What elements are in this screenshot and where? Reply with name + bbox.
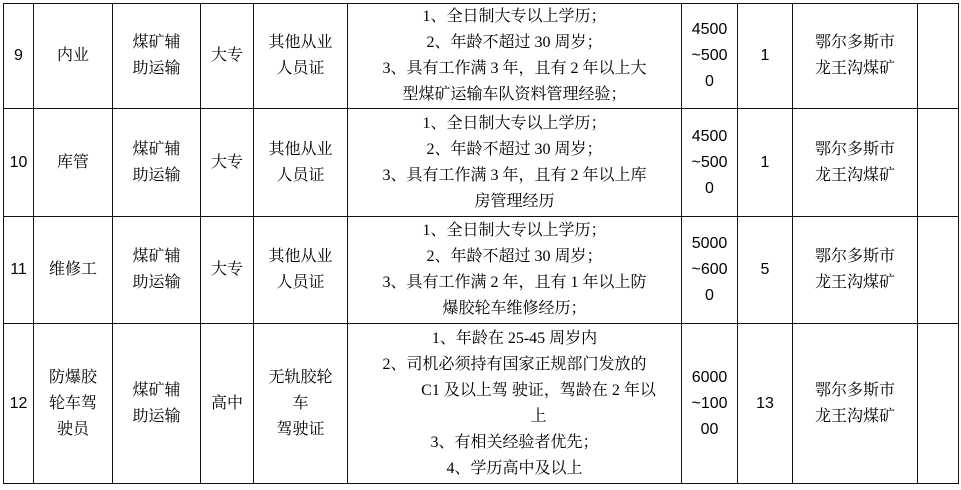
certificate-line: 无轨胶轮 xyxy=(268,368,333,386)
certificate-line: 人员证 xyxy=(276,166,325,184)
salary-line: 5000 xyxy=(691,235,728,252)
headcount-text: 1 xyxy=(760,153,770,171)
cell-certificate xyxy=(254,109,348,217)
department-line: 煤矿辅 xyxy=(132,34,181,51)
cell-location xyxy=(793,324,918,484)
department-line: 助运输 xyxy=(132,274,181,291)
requirement-line: 2、年龄不超过 30 周岁； xyxy=(426,140,603,158)
certificate-line: 人员证 xyxy=(276,274,325,291)
cell-row-number xyxy=(4,109,34,217)
position-line: 维修工 xyxy=(48,261,97,278)
cell-requirements xyxy=(348,324,682,484)
requirement-line: 2、司机必须持有国家正规部门发放的 xyxy=(382,355,647,373)
headcount-text: 13 xyxy=(756,394,774,412)
cell-education xyxy=(201,217,254,324)
department-line: 助运输 xyxy=(132,60,181,77)
location-line: 龙王沟煤矿 xyxy=(814,407,895,425)
cell-salary xyxy=(682,217,738,324)
education-text: 高中 xyxy=(210,394,243,412)
salary-line: 4500 xyxy=(691,127,728,145)
position-line: 内业 xyxy=(56,47,89,64)
cell-headcount xyxy=(738,4,793,109)
table-row xyxy=(4,324,959,484)
position-line: 驶员 xyxy=(56,420,89,438)
requirement-line: 3、具有工作满 3 年，且有 2 年以上库 xyxy=(382,166,647,184)
department-line: 助运输 xyxy=(132,166,181,184)
position-line: 轮车驾 xyxy=(48,394,97,412)
certificate-line: 人员证 xyxy=(276,60,325,77)
cell-note xyxy=(918,4,959,109)
salary-line: ~100 xyxy=(691,394,728,412)
education-text: 大专 xyxy=(210,261,243,278)
salary-line: ~600 xyxy=(691,261,728,278)
headcount-text: 5 xyxy=(760,261,770,278)
location-line: 鄂尔多斯市 xyxy=(814,381,895,399)
table-row xyxy=(4,4,959,109)
education-text: 大专 xyxy=(210,47,243,64)
cell-position xyxy=(34,109,113,217)
department-line: 煤矿辅 xyxy=(132,248,181,265)
table-row xyxy=(4,217,959,324)
row-number-text: 11 xyxy=(10,261,27,278)
cell-location xyxy=(793,217,918,324)
location-line: 鄂尔多斯市 xyxy=(814,140,895,158)
requirement-line: 房管理经历 xyxy=(474,192,555,210)
location-line: 鄂尔多斯市 xyxy=(814,248,895,265)
salary-line: ~500 xyxy=(691,47,728,64)
certificate-line: 其他从业 xyxy=(268,140,333,158)
cell-headcount xyxy=(738,217,793,324)
cell-certificate xyxy=(254,217,348,324)
salary-line: 0 xyxy=(705,287,714,304)
cell-department xyxy=(113,109,201,217)
requirement-line: 2、年龄不超过 30 周岁； xyxy=(426,34,603,51)
cell-position xyxy=(34,324,113,484)
cell-salary xyxy=(682,324,738,484)
row-number-text: 10 xyxy=(9,153,28,171)
salary-line: ~500 xyxy=(691,153,728,171)
requirement-line: 1、全日制大专以上学历； xyxy=(422,114,607,132)
cell-certificate xyxy=(254,4,348,109)
requirement-line: 1、全日制大专以上学历； xyxy=(422,8,607,25)
certificate-line: 其他从业 xyxy=(268,34,333,51)
requirement-line: C1 及以上驾 驶证，驾龄在 2 年以 xyxy=(373,381,656,399)
position-line: 库管 xyxy=(56,153,89,171)
row-number-text: 9 xyxy=(14,47,23,64)
location-line: 龙王沟煤矿 xyxy=(814,274,895,291)
cell-education xyxy=(201,4,254,109)
location-line: 鄂尔多斯市 xyxy=(814,34,895,51)
cell-certificate xyxy=(254,324,348,484)
recruitment-table xyxy=(3,3,959,484)
cell-requirements xyxy=(348,109,682,217)
certificate-line: 驾驶证 xyxy=(276,420,325,438)
cell-note xyxy=(918,324,959,484)
cell-row-number xyxy=(4,4,34,109)
table-row xyxy=(4,109,959,217)
location-line: 龙王沟煤矿 xyxy=(814,166,895,184)
cell-department xyxy=(113,217,201,324)
cell-department xyxy=(113,4,201,109)
cell-requirements xyxy=(348,217,682,324)
salary-line: 6000 xyxy=(691,368,728,386)
position-line: 防爆胶 xyxy=(48,368,97,386)
certificate-line: 车 xyxy=(292,394,309,412)
requirement-line: 3、有相关经验者优先； xyxy=(430,433,599,451)
cell-headcount xyxy=(738,109,793,217)
cell-education xyxy=(201,324,254,484)
cell-row-number xyxy=(4,217,34,324)
cell-note xyxy=(918,109,959,217)
department-line: 助运输 xyxy=(132,407,181,425)
location-line: 龙王沟煤矿 xyxy=(814,60,895,77)
cell-requirements xyxy=(348,4,682,109)
cell-location xyxy=(793,4,918,109)
salary-line: 0 xyxy=(705,179,714,197)
cell-education xyxy=(201,109,254,217)
requirement-line: 1、年龄在 25-45 周岁内 xyxy=(431,329,598,347)
certificate-line: 其他从业 xyxy=(268,248,333,265)
salary-line: 00 xyxy=(700,420,719,438)
salary-line: 0 xyxy=(705,73,714,90)
cell-headcount xyxy=(738,324,793,484)
requirement-line: 型煤矿运输车队资料管理经验； xyxy=(402,86,627,103)
education-text: 大专 xyxy=(210,153,243,171)
row-number-text: 12 xyxy=(9,394,28,412)
requirement-line: 1、全日制大专以上学历； xyxy=(422,222,607,239)
cell-salary xyxy=(682,109,738,217)
cell-position xyxy=(34,4,113,109)
requirement-line: 上 xyxy=(482,407,547,425)
cell-salary xyxy=(682,4,738,109)
requirement-line: 爆胶轮车维修经历； xyxy=(442,300,587,317)
cell-position xyxy=(34,217,113,324)
headcount-text: 1 xyxy=(760,47,770,64)
requirement-line: 3、具有工作满 3 年，且有 2 年以上大 xyxy=(382,60,647,77)
department-line: 煤矿辅 xyxy=(132,140,181,158)
salary-line: 4500 xyxy=(691,21,728,38)
department-line: 煤矿辅 xyxy=(132,381,181,399)
cell-row-number xyxy=(4,324,34,484)
cell-location xyxy=(793,109,918,217)
requirement-line: 4、学历高中及以上 xyxy=(446,459,583,477)
cell-note xyxy=(918,217,959,324)
cell-department xyxy=(113,324,201,484)
requirement-line: 3、具有工作满 2 年，且有 1 年以上防 xyxy=(382,274,647,291)
requirement-line: 2、年龄不超过 30 周岁； xyxy=(426,248,603,265)
